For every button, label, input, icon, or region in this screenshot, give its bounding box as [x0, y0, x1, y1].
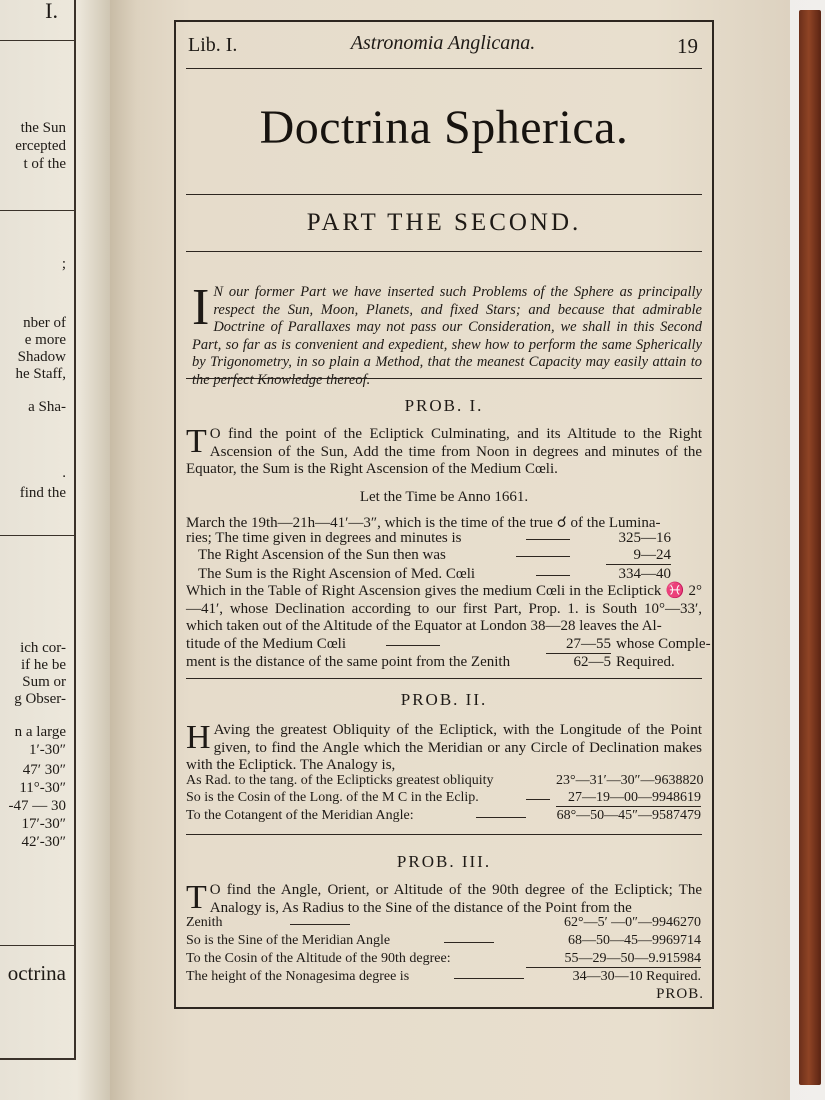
prob1-dropcap: T — [186, 423, 207, 460]
row-label: The Right Ascension of the Sun then was — [198, 547, 446, 563]
left-page-text: a Sha- — [28, 399, 66, 415]
prob1-continuation: Which in the Table of Right Ascension gives the medium Cœli in the Ecliptick ♓ 2°—41′, whose Declination according to our first Part, Prop. 1. is South 10°—33′, which taken out of the Altitude of the Equator at London 38—28 leaves the Al- — [186, 583, 702, 634]
prob2-row — [186, 808, 702, 826]
left-page-text: 1′-30″ — [28, 742, 66, 758]
left-page-rule — [0, 40, 74, 41]
prob1-march-text: March the 19th—21h—41′—3″, which is the time of the true ☌ of the Lumina- — [186, 515, 661, 531]
section-rule — [186, 378, 702, 379]
prob1-paragraph — [186, 423, 702, 479]
book-page — [110, 0, 790, 1100]
prob3-row — [186, 951, 702, 969]
prob3-dropcap: T — [186, 879, 207, 916]
prob2-heading: PROB. II. — [400, 690, 488, 709]
intro-dropcap: I — [192, 279, 210, 336]
left-page-text: Shadow — [17, 349, 66, 365]
row-value: 62°—5′ —0″—9946270 — [564, 915, 701, 930]
row-value: 68—50—45—9969714 — [568, 933, 701, 948]
prob3-text: O find the Angle, Orient, or Altitude of the 90th degree of the Ecliptick; The Analogy is, As Radius to the Sine of the distance of the Point from the — [209, 882, 702, 916]
left-page-rule — [0, 210, 74, 211]
intro-text: N our former Part we have inserted such Problems of the Sphere as principally respect the Sun, Moon, Planets, and fixed Stars; and because that admirable Doctrine of Parallaxes may not pass our Consideration, we shall in this Second Part, so far as is convenient and expedient, shew how to perform the same Spherically by Trigonometry, in so plain a Method, that the meanest Capacity may easily attain to the perfect Knowledge thereof. — [192, 284, 702, 388]
row-label: The height of the Nonagesima degree is — [186, 969, 410, 984]
running-head-title: Astronomia Anglicana. — [350, 32, 536, 54]
row-label: So is the Cosin of the Long. of the M C in the Eclip. — [186, 790, 479, 805]
row-value: 27—19—00—9948619 — [556, 790, 701, 807]
prob1-row — [186, 566, 702, 584]
row-label: Zenith — [186, 915, 223, 930]
running-head-book: Lib. I. — [188, 34, 238, 56]
running-head — [184, 30, 702, 60]
left-page-text: octrina — [7, 961, 66, 985]
leader-dash — [290, 924, 350, 925]
row-value: 34—30—10 Required. — [572, 969, 701, 984]
left-page-text: 42′-30″ — [21, 834, 66, 850]
left-page-text: nber of — [23, 315, 66, 331]
row-tail: Required. — [616, 654, 675, 670]
left-page-text: find the — [19, 485, 66, 501]
row-label: The Sum is the Right Ascension of Med. Cœli — [198, 566, 476, 582]
left-page-text: the Sun — [20, 120, 66, 136]
row-value: 325—16 — [618, 530, 671, 546]
left-page-text: . — [62, 465, 66, 481]
prob2-dropcap: H — [186, 719, 211, 756]
left-page-text: -47 — 30 — [8, 798, 66, 814]
row-value: 9—24 — [606, 547, 671, 565]
left-page-text: g Obser- — [14, 691, 66, 707]
page-frame — [174, 20, 714, 1009]
part-title: PART THE SECOND. — [306, 209, 582, 236]
prob3-row — [186, 933, 702, 951]
prob2-paragraph — [186, 719, 702, 775]
prob1-row — [186, 530, 702, 548]
leader-dash — [476, 817, 526, 818]
leader-dash — [526, 539, 570, 540]
prob2-row — [186, 773, 702, 791]
row-label: titude of the Medium Cœli — [186, 636, 346, 652]
left-page-text: ; — [61, 256, 66, 272]
row-value: 334—40 — [618, 566, 671, 582]
catchword: PROB. — [656, 986, 704, 1002]
prob3-row — [186, 969, 702, 987]
row-tail: whose Comple- — [616, 636, 711, 652]
section-rule — [186, 834, 702, 835]
prob1-row — [186, 636, 711, 654]
book-cover-edge — [799, 10, 821, 1085]
prob1-text: O find the point of the Ecliptick Culminating, and its Altitude to the Right Ascension of the Sun, Add the time from Noon in degrees and minutes of the Equator, the Sum is the Right Ascension of the Medium Cœli. — [186, 426, 702, 477]
left-page-text: ercepted — [15, 138, 66, 154]
left-page-text: t of the — [23, 156, 66, 172]
left-page-text: if he be — [21, 657, 66, 673]
prob2-text: Aving the greatest Obliquity of the Ecliptick, with the Longitude of the Point given, to find the Angle which the Meridian or any Circle of Declination makes with the Ecliptick. The Analogy is, — [186, 722, 702, 773]
leader-dash — [444, 942, 494, 943]
left-page-text: 17′-30″ — [21, 816, 66, 832]
left-page-text: 47′ 30″ — [22, 762, 66, 778]
part-rule — [186, 251, 702, 252]
leader-dash — [516, 556, 570, 557]
prob1-heading: PROB. I. — [404, 396, 484, 415]
page-title: Doctrina Spherica. — [259, 101, 629, 154]
left-page — [0, 0, 110, 1100]
leader-dash — [386, 645, 440, 646]
page-number: 19 — [677, 34, 698, 58]
left-page-text: e more — [24, 332, 66, 348]
title-rule — [186, 194, 702, 195]
row-label: ries; The time given in degrees and minutes is — [186, 530, 462, 546]
prob2-row — [186, 790, 702, 808]
left-page-rule — [0, 945, 74, 946]
left-page-rule — [0, 535, 74, 536]
row-label: To the Cosin of the Altitude of the 90th degree: — [186, 951, 451, 966]
left-page-text: 11°-30″ — [19, 780, 66, 796]
prob1-row — [186, 547, 702, 565]
row-value: 27—55 — [546, 636, 611, 654]
row-value: 62—5 — [573, 654, 611, 670]
left-page-text: I. — [45, 0, 58, 23]
leader-dash — [454, 978, 524, 979]
intro-paragraph — [192, 279, 702, 389]
leader-dash — [536, 575, 570, 576]
row-label: So is the Sine of the Meridian Angle — [186, 933, 391, 948]
row-value: 23°—31′—30″—9638820 — [556, 773, 704, 788]
left-page-text: he Staff, — [15, 366, 66, 382]
row-value: 55—29—50—9.915984 — [526, 951, 701, 968]
prob3-heading: PROB. III. — [396, 852, 492, 871]
row-label: To the Cotangent of the Meridian Angle: — [186, 808, 414, 823]
prob1-row — [186, 654, 702, 672]
row-value: 68°—50—45″—9587479 — [556, 808, 701, 823]
left-page-text: n a large — [14, 724, 66, 740]
row-label: ment is the distance of the same point from the Zenith — [186, 654, 511, 670]
left-page-text: Sum or — [22, 674, 66, 690]
leader-dash — [526, 799, 550, 800]
section-rule — [186, 678, 702, 679]
left-page-text: ich cor- — [20, 640, 66, 656]
prob3-row — [186, 915, 702, 933]
head-rule — [186, 68, 702, 69]
prob1-march-line — [186, 513, 702, 531]
prob1-time-line: Let the Time be Anno 1661. — [359, 489, 529, 505]
prob3-paragraph — [186, 879, 702, 917]
row-label: As Rad. to the tang. of the Eclipticks greatest obliquity — [186, 773, 494, 788]
